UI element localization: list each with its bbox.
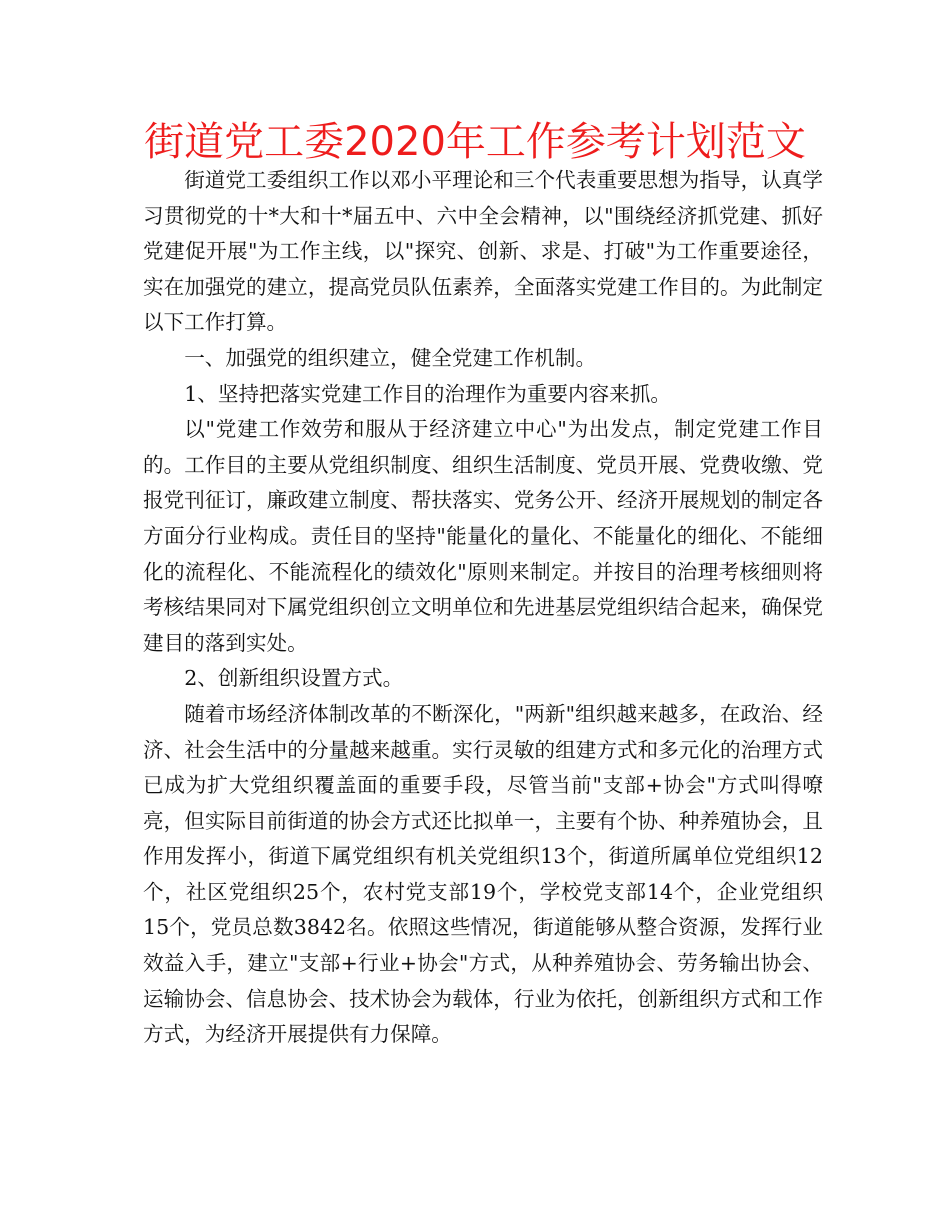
heading-section-1: 一、加强党的组织建立，健全党建工作机制。 bbox=[184, 345, 597, 370]
paragraph-item-2: 随着市场经济体制改革的不断深化，"两新"组织越来越多，在政治、经济、社会生活中的分量越来越重。实行灵敏的组建方式和多元化的治理方式已成为扩大党组织覆盖面的重要手段，尽管当前"支部+协会"方式叫得嘹亮，但实际目前街道的协会方式还比拟单一，主要有个协、种养殖协会，且作用发挥小，街道下属党组织有机关党组织13个，街道所属单位党组织12个，社区党组织25个，农村党支部19个，学校党支部14个，企业党组织15个，党员总数3842名。依照这些情况，街道能够从整合资源，发挥行业效益入手，建立"支部+行业+协会"方式，从种养殖协会、劳务输出协会、运输协会、信息协会、技术协会为载体，行业为依托，创新组织方式和工作方式，为经济开展提供有力保障。 bbox=[143, 701, 823, 1047]
paragraph-item-1: 以"党建工作效劳和服从于经济建立中心"为出发点，制定党建工作目的。工作目的主要从党组织制度、组织生活制度、党员开展、党费收缴、党报党刊征订，廉政建立制度、帮扶落实、党务公开、经济开展规划的制定各方面分行业构成。责任目的坚持"能量化的量化、不能量化的细化、不能细化的流程化、不能流程化的绩效化"原则来制定。并按目的治理考核细则将考核结果同对下属党组织创立文明单位和先进基层党组织结合起来，确保党建目的落到实处。 bbox=[143, 417, 823, 655]
document-body bbox=[143, 163, 823, 1053]
heading-item-2: 2、创新组织设置方式。 bbox=[184, 666, 404, 691]
heading-item-1: 1、坚持把落实党建工作目的治理作为重要内容来抓。 bbox=[184, 381, 671, 406]
paragraph-intro: 街道党工委组织工作以邓小平理论和三个代表重要思想为指导，认真学习贯彻党的十*大和十*届五中、六中全会精神，以"围绕经济抓党建、抓好党建促开展"为工作主线，以"探究、创新、求是、打破"为工作重要途径，实在加强党的建立，提高党员队伍素养，全面落实党建工作目的。为此制定以下工作打算。 bbox=[143, 168, 823, 335]
document-title: 街道党工委2020年工作参考计划范文 bbox=[144, 119, 806, 165]
